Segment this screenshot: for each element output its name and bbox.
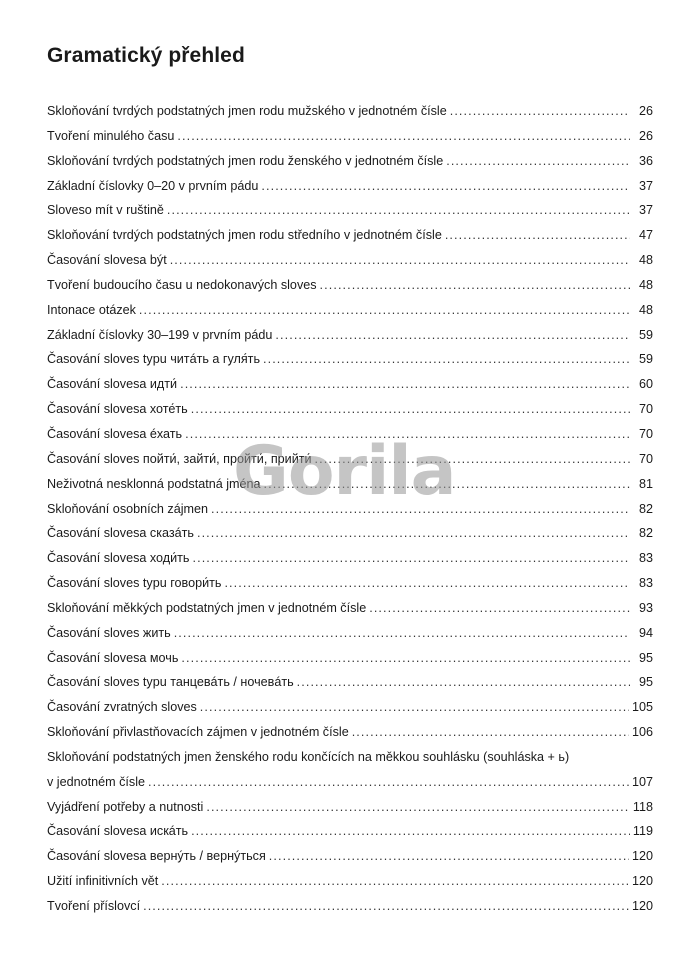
toc-entry-title: Tvoření příslovcí [47, 899, 141, 913]
watermark-logo: Gorila [233, 432, 456, 511]
dot-leader [139, 298, 630, 323]
toc-entry-page: 48 [638, 253, 653, 268]
toc-entry-title: Časování sloves typu танцевáть / ночевáть [47, 675, 294, 690]
table-of-contents [47, 99, 653, 919]
toc-entry [47, 422, 653, 447]
toc-entry-title: Časování slovesa искáть [47, 824, 189, 839]
dot-leader [224, 571, 630, 596]
toc-entry-page: 83 [638, 576, 653, 591]
toc-entry-page: 59 [638, 352, 653, 367]
dot-leader [263, 347, 630, 372]
toc-entry [47, 497, 653, 522]
toc-entry [47, 397, 653, 422]
toc-entry-page: 82 [638, 501, 653, 516]
toc-entry-page: 94 [638, 625, 653, 640]
dot-leader [269, 844, 629, 869]
toc-entry-title: Skloňování tvrdých podstatných jmen rodu středního v jednotném čísle [47, 228, 442, 243]
toc-entry [47, 894, 653, 919]
toc-entry-title: Časování slovesa éхать [47, 426, 183, 441]
toc-entry-title: Časování slovesa идти́ [47, 377, 178, 392]
toc-entry-title: Časování slovesa ходи́ть [47, 551, 190, 566]
toc-entry-title: Tvoření minulého času [47, 128, 175, 143]
dot-leader [320, 273, 630, 298]
toc-entry-page: 120 [631, 874, 653, 889]
dot-leader [352, 720, 629, 745]
toc-entry-page: 47 [638, 228, 653, 243]
toc-entry-page: 48 [638, 302, 653, 317]
toc-entry [47, 670, 653, 695]
dot-leader [315, 447, 630, 472]
toc-entry [47, 447, 653, 472]
toc-entry-page: 26 [638, 128, 653, 143]
dot-leader [264, 472, 630, 497]
toc-entry [47, 198, 653, 223]
toc-entry-page: 37 [638, 178, 653, 193]
toc-entry-title: Časování slovesa вернýть / вернýться [47, 849, 266, 864]
toc-entry [47, 248, 653, 273]
toc-entry-title: Časování sloves typu говори́ть [47, 576, 222, 591]
toc-entry-title: Časování slovesa мочь [47, 650, 179, 665]
dot-leader [174, 621, 630, 646]
toc-entry-title: Užití infinitivních vět [47, 874, 159, 889]
toc-entry-title: Vyjádření potřeby a nutnosti [47, 799, 204, 814]
dot-leader [180, 372, 630, 397]
toc-entry-page: 83 [638, 551, 653, 566]
dot-leader [450, 99, 630, 124]
toc-entry-title: Neživotná nesklonná podstatná jména [47, 476, 261, 491]
toc-entry-page: 37 [638, 203, 653, 218]
toc-entry-title: Skloňování tvrdých podstatných jmen rodu mužského v jednotném čísle [47, 104, 447, 118]
toc-entry-title: Skloňování tvrdých podstatných jmen rodu ženského v jednotném čísle [47, 153, 444, 168]
toc-entry [47, 99, 653, 124]
toc-entry-page: 70 [638, 451, 653, 466]
dot-leader [181, 646, 630, 671]
toc-entry [47, 795, 653, 820]
toc-entry-title-continued: v jednotném čísle [47, 774, 146, 789]
toc-entry [47, 149, 653, 174]
toc-entry-title: Skloňování podstatných jmen ženského rodu končících na měkkou souhlásku (souhláska + ь) [47, 749, 570, 764]
toc-entry [47, 174, 653, 199]
dot-leader [275, 323, 630, 348]
dot-leader [185, 422, 630, 447]
toc-entry-page: 81 [638, 476, 653, 491]
dot-leader [161, 869, 629, 894]
toc-entry [47, 720, 653, 745]
toc-entry [47, 646, 653, 671]
toc-entry-title: Základní číslovky 0–20 v prvním pádu [47, 178, 259, 193]
toc-entry [47, 521, 653, 546]
toc-entry-title: Časování slovesa být [47, 253, 167, 268]
toc-entry [47, 298, 653, 323]
dot-leader [148, 770, 629, 795]
toc-entry [47, 273, 653, 298]
toc-entry [47, 124, 653, 149]
dot-leader [193, 546, 631, 571]
dot-leader [446, 149, 630, 174]
toc-entry-page: 93 [638, 600, 653, 615]
toc-entry [47, 546, 653, 571]
dot-leader [206, 795, 630, 820]
dot-leader [197, 521, 630, 546]
toc-entry-title: Skloňování osobních zájmen [47, 501, 209, 516]
dot-leader [191, 819, 630, 844]
dot-leader [211, 497, 630, 522]
toc-entry [47, 695, 653, 720]
toc-entry [47, 745, 653, 795]
page-title: Gramatický přehled [47, 44, 245, 67]
toc-entry-page: 118 [632, 799, 653, 814]
toc-entry-title: Základní číslovky 30–199 v prvním pádu [47, 327, 273, 342]
toc-entry-page: 95 [638, 675, 653, 690]
dot-leader [200, 695, 629, 720]
toc-entry-title: Časování sloves пойти́, зайти́, пройти́, прийти́ [47, 451, 312, 466]
toc-entry-title: Tvoření budoucího času u nedokonavých sloves [47, 277, 317, 292]
toc-entry-title: Časování slovesa хоте́ть [47, 402, 188, 417]
toc-entry-page: 119 [632, 824, 653, 839]
toc-entry [47, 323, 653, 348]
toc-entry-page: 26 [638, 104, 653, 118]
toc-entry [47, 596, 653, 621]
toc-entry-title: Časování sloves typu читáть a гуля́ть [47, 352, 261, 367]
toc-entry-page: 82 [638, 526, 653, 541]
toc-entry-title: Časování zvratných sloves [47, 700, 197, 715]
toc-entry [47, 347, 653, 372]
toc-entry-title: Skloňování přivlastňovacích zájmen v jednotném čísle [47, 725, 349, 740]
toc-entry [47, 571, 653, 596]
dot-leader [177, 124, 630, 149]
toc-entry-page: 60 [638, 377, 653, 392]
toc-entry-title: Časování slovesa сказáть [47, 526, 194, 541]
toc-entry [47, 844, 653, 869]
toc-entry-page: 107 [631, 774, 653, 789]
dot-leader [143, 894, 629, 919]
toc-entry [47, 621, 653, 646]
dot-leader [445, 223, 630, 248]
toc-entry-page: 120 [631, 849, 653, 864]
toc-entry-page: 95 [638, 650, 653, 665]
dot-leader [167, 198, 630, 223]
toc-entry-line2 [47, 770, 653, 795]
toc-entry-page: 36 [638, 153, 653, 168]
toc-entry [47, 472, 653, 497]
dot-leader [369, 596, 630, 621]
toc-entry [47, 372, 653, 397]
toc-entry-page: 120 [631, 899, 653, 913]
toc-entry-page: 48 [638, 277, 653, 292]
dot-leader [191, 397, 630, 422]
toc-entry [47, 819, 653, 844]
toc-entry-page: 106 [631, 725, 653, 740]
toc-entry-page: 70 [638, 402, 653, 417]
toc-entry-title: Časování sloves жить [47, 625, 171, 640]
toc-entry [47, 869, 653, 894]
toc-entry-title: Sloveso mít v ruštině [47, 203, 164, 218]
toc-entry-page: 105 [631, 700, 653, 715]
toc-entry-page: 70 [638, 426, 653, 441]
toc-entry-title: Intonace otázek [47, 302, 136, 317]
dot-leader [170, 248, 630, 273]
toc-entry-title: Skloňování měkkých podstatných jmen v jednotném čísle [47, 600, 367, 615]
dot-leader [297, 670, 630, 695]
toc-entry-page: 59 [638, 327, 653, 342]
dot-leader [261, 174, 630, 199]
toc-entry [47, 223, 653, 248]
